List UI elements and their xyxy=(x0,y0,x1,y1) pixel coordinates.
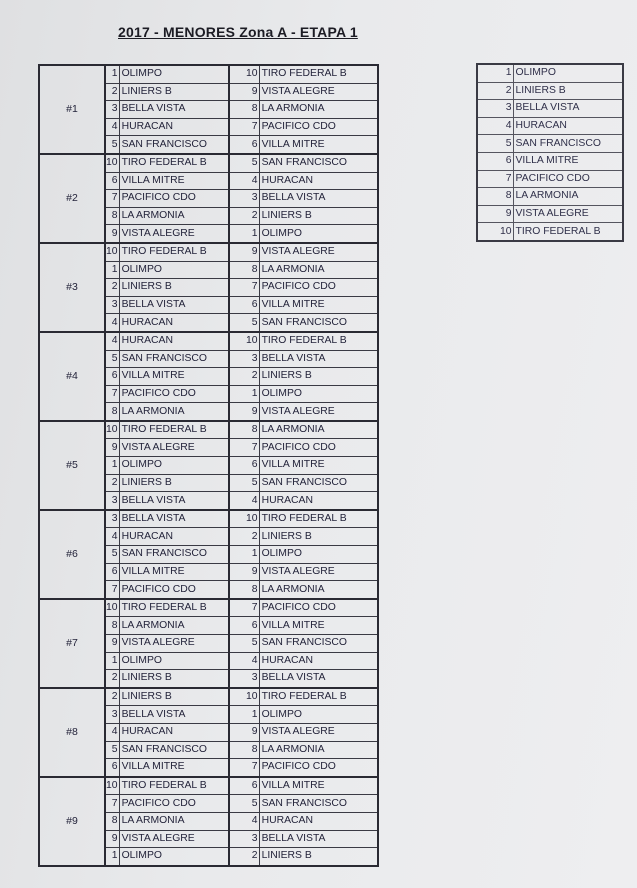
away-team-number: 5 xyxy=(229,795,259,813)
home-team-number: 2 xyxy=(105,670,119,688)
away-team-number: 3 xyxy=(229,670,259,688)
home-team-number: 1 xyxy=(105,65,119,83)
away-team-name: TIRO FEDERAL B xyxy=(259,688,378,706)
team-name: VISTA ALEGRE xyxy=(513,205,623,223)
home-team-name: SAN FRANCISCO xyxy=(119,136,229,154)
round-label: #5 xyxy=(39,421,105,510)
home-team-name: VISTA ALEGRE xyxy=(119,830,229,848)
away-team-number: 5 xyxy=(229,154,259,172)
away-team-number: 9 xyxy=(229,403,259,421)
away-team-name: OLIMPO xyxy=(259,385,378,403)
home-team-name: OLIMPO xyxy=(119,457,229,475)
away-team-name: PACIFICO CDO xyxy=(259,279,378,297)
round-label: #8 xyxy=(39,688,105,777)
team-number: 1 xyxy=(477,64,513,82)
home-team-name: PACIFICO CDO xyxy=(119,581,229,599)
team-row xyxy=(477,64,623,82)
away-team-name: HURACAN xyxy=(259,492,378,510)
home-team-number: 2 xyxy=(105,279,119,297)
away-team-name: LA ARMONIA xyxy=(259,421,378,439)
home-team-number: 2 xyxy=(105,688,119,706)
away-team-number: 6 xyxy=(229,296,259,314)
away-team-name: VISTA ALEGRE xyxy=(259,243,378,261)
away-team-number: 3 xyxy=(229,830,259,848)
team-row xyxy=(477,82,623,100)
away-team-number: 2 xyxy=(229,528,259,546)
away-team-name: VISTA ALEGRE xyxy=(259,403,378,421)
home-team-name: BELLA VISTA xyxy=(119,706,229,724)
team-number: 10 xyxy=(477,223,513,241)
away-team-name: BELLA VISTA xyxy=(259,830,378,848)
round-label: #4 xyxy=(39,332,105,421)
away-team-name: VILLA MITRE xyxy=(259,296,378,314)
home-team-number: 6 xyxy=(105,368,119,386)
away-team-name: PACIFICO CDO xyxy=(259,599,378,617)
away-team-name: LINIERS B xyxy=(259,528,378,546)
team-number: 5 xyxy=(477,135,513,153)
away-team-number: 10 xyxy=(229,510,259,528)
home-team-number: 2 xyxy=(105,474,119,492)
away-team-number: 9 xyxy=(229,563,259,581)
team-name: HURACAN xyxy=(513,117,623,135)
home-team-number: 3 xyxy=(105,101,119,119)
away-team-name: SAN FRANCISCO xyxy=(259,474,378,492)
team-number: 3 xyxy=(477,100,513,118)
home-team-name: BELLA VISTA xyxy=(119,296,229,314)
round-label: #2 xyxy=(39,154,105,243)
away-team-name: TIRO FEDERAL B xyxy=(259,332,378,350)
home-team-number: 3 xyxy=(105,296,119,314)
away-team-name: TIRO FEDERAL B xyxy=(259,510,378,528)
away-team-name: LINIERS B xyxy=(259,368,378,386)
home-team-number: 3 xyxy=(105,492,119,510)
home-team-number: 10 xyxy=(105,243,119,261)
away-team-name: VILLA MITRE xyxy=(259,136,378,154)
team-name: OLIMPO xyxy=(513,64,623,82)
team-number: 8 xyxy=(477,188,513,206)
home-team-number: 7 xyxy=(105,581,119,599)
away-team-number: 1 xyxy=(229,706,259,724)
team-name: PACIFICO CDO xyxy=(513,170,623,188)
away-team-number: 6 xyxy=(229,617,259,635)
home-team-number: 1 xyxy=(105,261,119,279)
away-team-name: VISTA ALEGRE xyxy=(259,83,378,101)
home-team-name: VISTA ALEGRE xyxy=(119,635,229,653)
away-team-name: LA ARMONIA xyxy=(259,741,378,759)
home-team-number: 8 xyxy=(105,207,119,225)
team-name: BELLA VISTA xyxy=(513,100,623,118)
away-team-name: BELLA VISTA xyxy=(259,670,378,688)
away-team-number: 8 xyxy=(229,101,259,119)
home-team-number: 8 xyxy=(105,617,119,635)
away-team-name: VILLA MITRE xyxy=(259,777,378,795)
away-team-number: 10 xyxy=(229,65,259,83)
match-row xyxy=(39,510,378,528)
home-team-number: 6 xyxy=(105,759,119,777)
home-team-name: VILLA MITRE xyxy=(119,172,229,190)
home-team-number: 5 xyxy=(105,136,119,154)
team-row xyxy=(477,205,623,223)
home-team-number: 10 xyxy=(105,154,119,172)
home-team-name: VILLA MITRE xyxy=(119,759,229,777)
team-number: 7 xyxy=(477,170,513,188)
away-team-number: 2 xyxy=(229,368,259,386)
home-team-name: PACIFICO CDO xyxy=(119,385,229,403)
away-team-name: OLIMPO xyxy=(259,546,378,564)
away-team-name: HURACAN xyxy=(259,172,378,190)
away-team-number: 1 xyxy=(229,385,259,403)
away-team-number: 7 xyxy=(229,279,259,297)
away-team-name: SAN FRANCISCO xyxy=(259,154,378,172)
away-team-number: 1 xyxy=(229,225,259,243)
away-team-name: VISTA ALEGRE xyxy=(259,723,378,741)
away-team-number: 7 xyxy=(229,759,259,777)
home-team-name: SAN FRANCISCO xyxy=(119,741,229,759)
home-team-name: LINIERS B xyxy=(119,688,229,706)
team-number: 9 xyxy=(477,205,513,223)
away-team-number: 8 xyxy=(229,741,259,759)
home-team-number: 10 xyxy=(105,421,119,439)
team-number: 2 xyxy=(477,82,513,100)
home-team-number: 4 xyxy=(105,118,119,136)
home-team-name: VISTA ALEGRE xyxy=(119,439,229,457)
home-team-name: HURACAN xyxy=(119,528,229,546)
home-team-number: 9 xyxy=(105,635,119,653)
home-team-name: LA ARMONIA xyxy=(119,207,229,225)
page-title: 2017 - MENORES Zona A - ETAPA 1 xyxy=(118,24,358,40)
team-row xyxy=(477,135,623,153)
home-team-number: 9 xyxy=(105,225,119,243)
home-team-number: 1 xyxy=(105,848,119,866)
home-team-number: 5 xyxy=(105,546,119,564)
home-team-number: 8 xyxy=(105,812,119,830)
home-team-number: 10 xyxy=(105,599,119,617)
away-team-name: LINIERS B xyxy=(259,848,378,866)
home-team-name: HURACAN xyxy=(119,723,229,741)
home-team-number: 2 xyxy=(105,83,119,101)
home-team-number: 7 xyxy=(105,795,119,813)
home-team-number: 3 xyxy=(105,706,119,724)
home-team-name: SAN FRANCISCO xyxy=(119,350,229,368)
home-team-name: TIRO FEDERAL B xyxy=(119,777,229,795)
match-row xyxy=(39,243,378,261)
team-number: 6 xyxy=(477,152,513,170)
away-team-number: 4 xyxy=(229,172,259,190)
team-name: LA ARMONIA xyxy=(513,188,623,206)
away-team-number: 4 xyxy=(229,492,259,510)
away-team-name: LA ARMONIA xyxy=(259,581,378,599)
home-team-name: LINIERS B xyxy=(119,474,229,492)
home-team-name: HURACAN xyxy=(119,118,229,136)
home-team-name: VILLA MITRE xyxy=(119,563,229,581)
round-label: #9 xyxy=(39,777,105,866)
away-team-number: 4 xyxy=(229,812,259,830)
home-team-number: 4 xyxy=(105,528,119,546)
team-name: TIRO FEDERAL B xyxy=(513,223,623,241)
match-row xyxy=(39,332,378,350)
away-team-name: HURACAN xyxy=(259,652,378,670)
away-team-number: 6 xyxy=(229,457,259,475)
away-team-number: 10 xyxy=(229,332,259,350)
home-team-number: 6 xyxy=(105,172,119,190)
home-team-name: SAN FRANCISCO xyxy=(119,546,229,564)
home-team-name: HURACAN xyxy=(119,314,229,332)
home-team-name: TIRO FEDERAL B xyxy=(119,421,229,439)
match-row xyxy=(39,65,378,83)
away-team-name: TIRO FEDERAL B xyxy=(259,65,378,83)
away-team-name: HURACAN xyxy=(259,812,378,830)
away-team-number: 8 xyxy=(229,261,259,279)
match-row xyxy=(39,421,378,439)
home-team-name: BELLA VISTA xyxy=(119,101,229,119)
away-team-name: SAN FRANCISCO xyxy=(259,314,378,332)
home-team-name: HURACAN xyxy=(119,332,229,350)
away-team-number: 3 xyxy=(229,190,259,208)
home-team-name: LINIERS B xyxy=(119,670,229,688)
away-team-name: PACIFICO CDO xyxy=(259,118,378,136)
home-team-name: LINIERS B xyxy=(119,279,229,297)
team-name: VILLA MITRE xyxy=(513,152,623,170)
home-team-number: 7 xyxy=(105,385,119,403)
away-team-number: 3 xyxy=(229,350,259,368)
match-row xyxy=(39,777,378,795)
fixture-table xyxy=(38,64,379,867)
home-team-name: TIRO FEDERAL B xyxy=(119,243,229,261)
home-team-number: 8 xyxy=(105,403,119,421)
home-team-number: 9 xyxy=(105,830,119,848)
away-team-number: 8 xyxy=(229,421,259,439)
team-row xyxy=(477,223,623,241)
home-team-number: 1 xyxy=(105,652,119,670)
home-team-name: OLIMPO xyxy=(119,848,229,866)
home-team-name: OLIMPO xyxy=(119,65,229,83)
home-team-name: LA ARMONIA xyxy=(119,617,229,635)
match-row xyxy=(39,154,378,172)
home-team-number: 9 xyxy=(105,439,119,457)
round-label: #6 xyxy=(39,510,105,599)
away-team-number: 1 xyxy=(229,546,259,564)
home-team-number: 6 xyxy=(105,563,119,581)
home-team-name: TIRO FEDERAL B xyxy=(119,154,229,172)
home-team-number: 4 xyxy=(105,314,119,332)
away-team-name: BELLA VISTA xyxy=(259,190,378,208)
team-list-body xyxy=(477,64,623,241)
round-label: #1 xyxy=(39,65,105,154)
away-team-number: 6 xyxy=(229,777,259,795)
away-team-name: VILLA MITRE xyxy=(259,457,378,475)
away-team-number: 5 xyxy=(229,314,259,332)
away-team-number: 9 xyxy=(229,83,259,101)
away-team-number: 4 xyxy=(229,652,259,670)
match-row xyxy=(39,688,378,706)
home-team-name: LA ARMONIA xyxy=(119,812,229,830)
away-team-number: 2 xyxy=(229,848,259,866)
away-team-name: PACIFICO CDO xyxy=(259,759,378,777)
away-team-number: 2 xyxy=(229,207,259,225)
home-team-name: LA ARMONIA xyxy=(119,403,229,421)
home-team-name: BELLA VISTA xyxy=(119,492,229,510)
team-row xyxy=(477,188,623,206)
home-team-number: 5 xyxy=(105,741,119,759)
round-label: #3 xyxy=(39,243,105,332)
away-team-name: PACIFICO CDO xyxy=(259,439,378,457)
home-team-name: PACIFICO CDO xyxy=(119,190,229,208)
away-team-name: OLIMPO xyxy=(259,706,378,724)
home-team-name: VILLA MITRE xyxy=(119,368,229,386)
home-team-number: 10 xyxy=(105,777,119,795)
home-team-name: OLIMPO xyxy=(119,652,229,670)
team-row xyxy=(477,170,623,188)
team-row xyxy=(477,100,623,118)
away-team-name: LINIERS B xyxy=(259,207,378,225)
team-name: SAN FRANCISCO xyxy=(513,135,623,153)
away-team-name: SAN FRANCISCO xyxy=(259,795,378,813)
away-team-number: 6 xyxy=(229,136,259,154)
home-team-number: 7 xyxy=(105,190,119,208)
away-team-name: BELLA VISTA xyxy=(259,350,378,368)
home-team-name: OLIMPO xyxy=(119,261,229,279)
home-team-number: 4 xyxy=(105,723,119,741)
match-row xyxy=(39,599,378,617)
team-list-table xyxy=(476,63,624,242)
away-team-name: LA ARMONIA xyxy=(259,101,378,119)
team-name: LINIERS B xyxy=(513,82,623,100)
away-team-number: 8 xyxy=(229,581,259,599)
away-team-number: 7 xyxy=(229,118,259,136)
home-team-number: 5 xyxy=(105,350,119,368)
away-team-name: VILLA MITRE xyxy=(259,617,378,635)
away-team-number: 5 xyxy=(229,635,259,653)
home-team-number: 3 xyxy=(105,510,119,528)
away-team-number: 9 xyxy=(229,243,259,261)
home-team-name: LINIERS B xyxy=(119,83,229,101)
team-number: 4 xyxy=(477,117,513,135)
fixture-table-body xyxy=(39,65,378,866)
home-team-name: TIRO FEDERAL B xyxy=(119,599,229,617)
home-team-name: BELLA VISTA xyxy=(119,510,229,528)
away-team-number: 10 xyxy=(229,688,259,706)
away-team-name: VISTA ALEGRE xyxy=(259,563,378,581)
away-team-name: OLIMPO xyxy=(259,225,378,243)
away-team-name: LA ARMONIA xyxy=(259,261,378,279)
home-team-number: 4 xyxy=(105,332,119,350)
team-row xyxy=(477,117,623,135)
away-team-number: 7 xyxy=(229,439,259,457)
away-team-number: 9 xyxy=(229,723,259,741)
away-team-number: 5 xyxy=(229,474,259,492)
round-label: #7 xyxy=(39,599,105,688)
away-team-name: SAN FRANCISCO xyxy=(259,635,378,653)
away-team-number: 7 xyxy=(229,599,259,617)
home-team-name: PACIFICO CDO xyxy=(119,795,229,813)
team-row xyxy=(477,152,623,170)
home-team-number: 1 xyxy=(105,457,119,475)
home-team-name: VISTA ALEGRE xyxy=(119,225,229,243)
